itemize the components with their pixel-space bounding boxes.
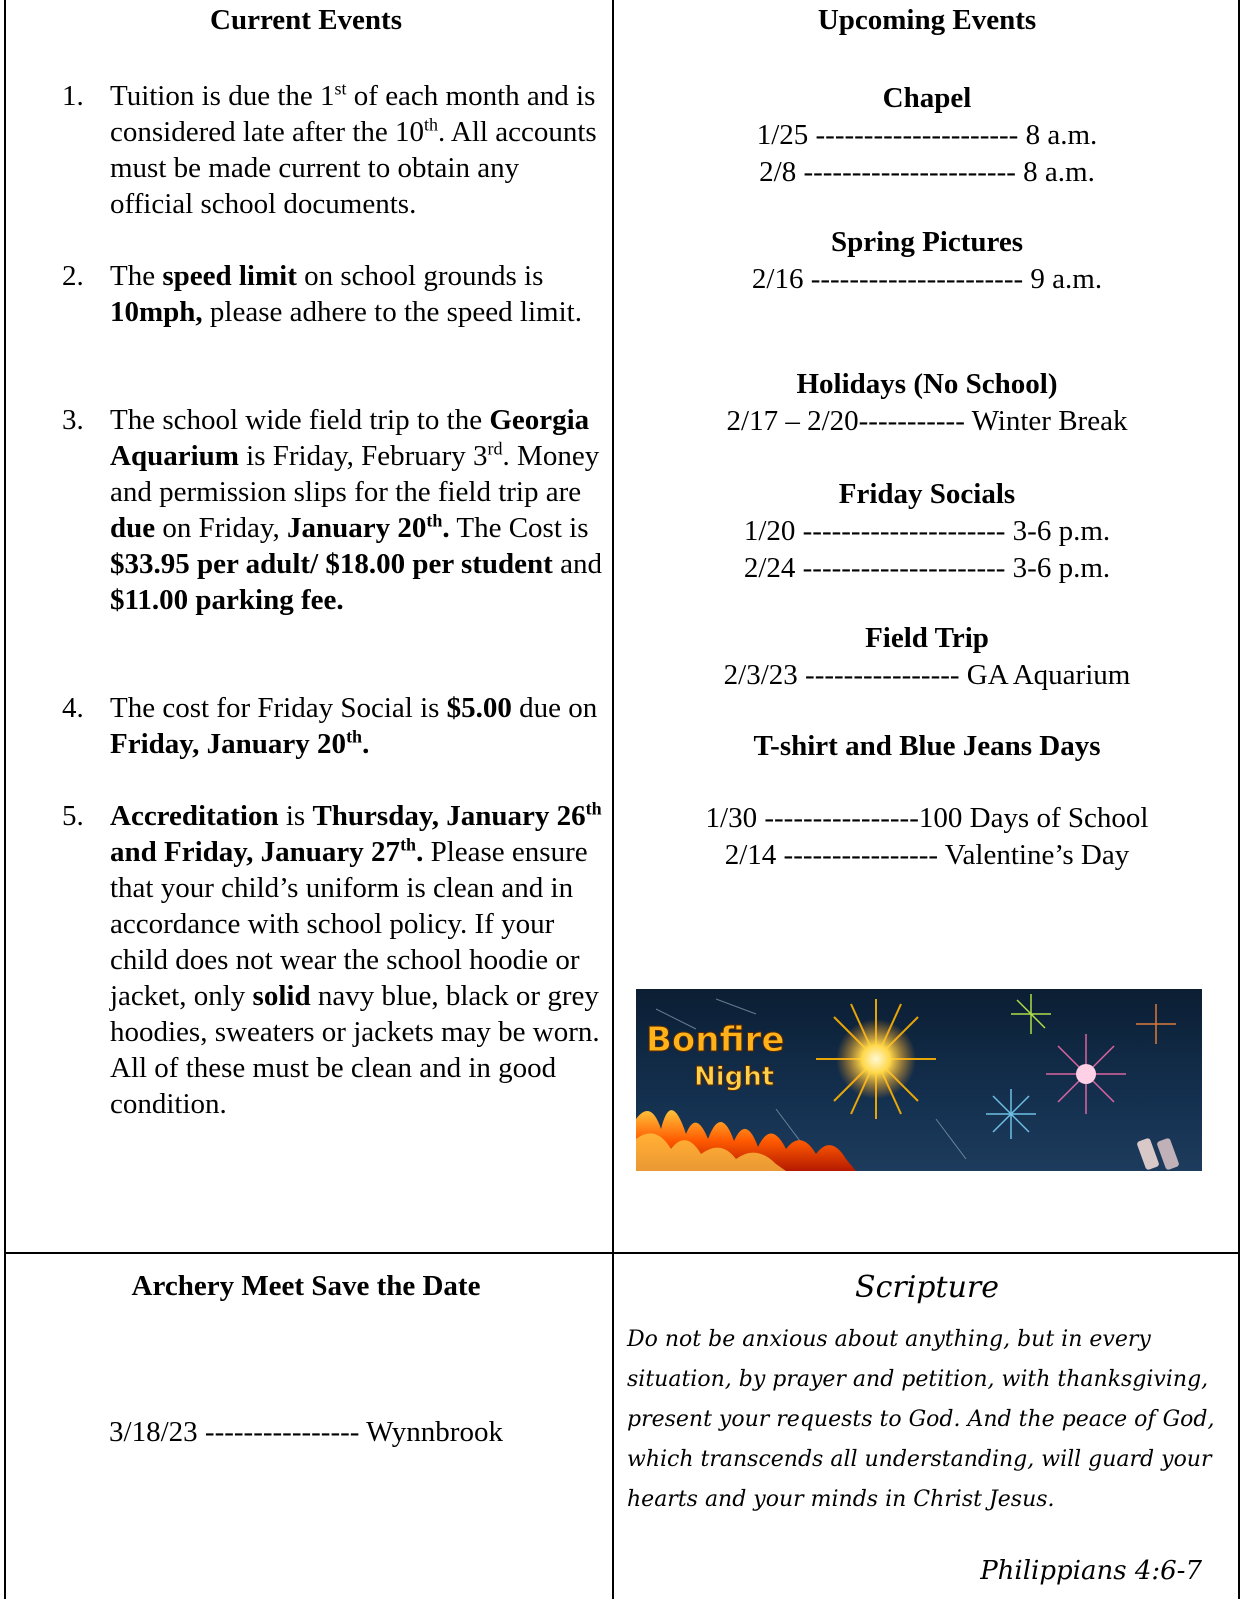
spring-pictures-section	[612, 224, 1242, 298]
section-heading: Friday Socials	[838, 478, 1016, 510]
event-row: 2/14 ---------------- Valentine’s Day	[724, 839, 1130, 871]
table-border-left	[4, 0, 6, 1599]
list-number: 1.	[62, 80, 84, 112]
holidays-section	[612, 366, 1242, 440]
list-number: 3.	[62, 404, 84, 436]
upcoming-events-title: Upcoming Events	[817, 4, 1037, 36]
list-item-text: The speed limit on school grounds is 10mph, please adhere to the speed limit.	[110, 260, 582, 328]
current-events-title: Current Events	[210, 4, 402, 36]
archery-title: Archery Meet Save the Date	[131, 1270, 481, 1302]
event-row: 2/16 ---------------------- 9 a.m.	[751, 263, 1103, 295]
scripture-reference: Philippians 4:6-7	[980, 1556, 1202, 1586]
section-heading: Holidays (No School)	[796, 368, 1058, 400]
event-row: 1/20 --------------------- 3-6 p.m.	[743, 515, 1111, 547]
list-item-text: The school wide field trip to the Georgia Aquarium is Friday, February 3rd. Money and permission slips for the field trip are due on Friday, January 20th. The Cost is $33.95 per adult/ $18.00 per student and $11.00 parking fee.	[110, 404, 602, 616]
bonfire-image-text-line2: Night	[694, 1062, 775, 1092]
tshirt-days-rows	[612, 800, 1242, 874]
friday-socials-section	[612, 476, 1242, 587]
row-divider	[4, 1252, 1240, 1254]
event-row: 1/25 --------------------- 8 a.m.	[756, 119, 1098, 151]
chapel-section	[612, 80, 1242, 191]
bonfire-fireworks-graphic	[636, 989, 1202, 1171]
tshirt-days-section	[612, 728, 1242, 765]
list-number: 5.	[62, 800, 84, 832]
list-item-text: Tuition is due the 1st of each month and is considered late after the 10th. All accounts must be made current to obtain any official school documents.	[110, 78, 597, 220]
event-row: 2/8 ---------------------- 8 a.m.	[759, 156, 1095, 188]
archery-event-row: 3/18/23 ---------------- Wynnbrook	[109, 1416, 503, 1448]
event-row: 1/30 ----------------100 Days of School	[705, 802, 1149, 834]
list-item-text: The cost for Friday Social is $5.00 due on Friday, January 20th.	[110, 692, 598, 760]
scripture-verse: Do not be anxious about anything, but in every situation, by prayer and petition, with thanksgiving, present your requests to God. And the peace of God, which transcends all understanding, will guard your hearts and your minds in Christ Jesus.	[627, 1327, 1215, 1512]
section-heading: Field Trip	[865, 622, 989, 654]
section-heading: Spring Pictures	[831, 226, 1023, 258]
section-heading: T-shirt and Blue Jeans Days	[753, 730, 1101, 762]
bonfire-image-text-line1: Bonfire	[646, 1020, 785, 1060]
list-number: 4.	[62, 692, 84, 724]
section-heading: Chapel	[882, 82, 972, 114]
field-trip-section	[612, 620, 1242, 694]
scripture-title: Scripture	[855, 1270, 999, 1305]
event-row: 2/3/23 ---------------- GA Aquarium	[723, 659, 1131, 691]
bonfire-night-image	[636, 989, 1202, 1171]
event-row: 2/17 – 2/20----------- Winter Break	[726, 405, 1128, 437]
event-row: 2/24 --------------------- 3-6 p.m.	[743, 552, 1111, 584]
list-item-text: Accreditation is Thursday, January 26th and Friday, January 27th. Please ensure that your child’s uniform is clean and in accordance with school policy. If your child does not wear the school hoodie or jacket, only solid navy blue, black or grey hoodies, sweaters or jackets may be worn. All of these must be clean and in good condition.	[110, 798, 602, 1120]
list-number: 2.	[62, 260, 84, 292]
